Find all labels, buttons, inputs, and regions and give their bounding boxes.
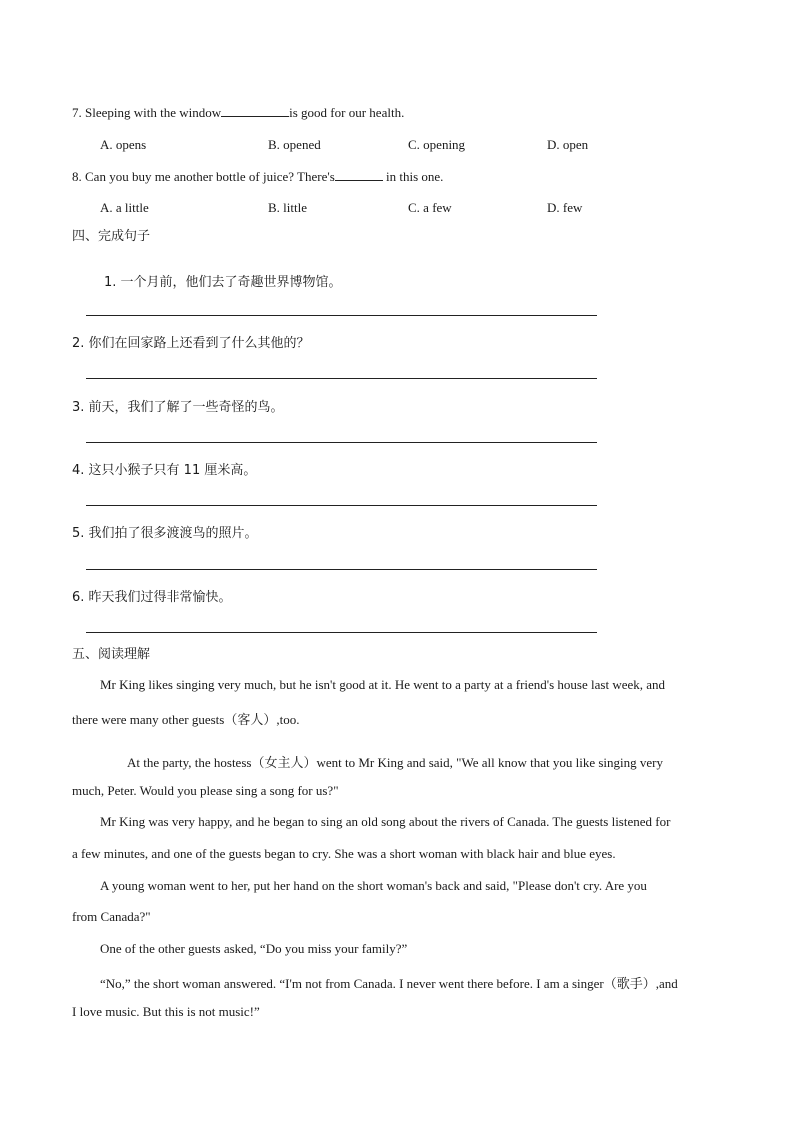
answer-line-5[interactable]: [86, 569, 597, 570]
passage-line-1: Mr King likes singing very much, but he isn't good at it. He went to a party at a friend's house last week, and: [100, 677, 666, 692]
passage-line-10: “No,” the short woman answered. “I'm not from Canada. I never went there before. I am a singer（歌手）,and: [100, 976, 678, 991]
answer-line-6[interactable]: [86, 632, 597, 633]
question-8-option-b: B. little: [268, 200, 307, 215]
passage-line-6: a few minutes, and one of the guests began to cry. She was a short woman with black hair and blue eyes.: [72, 846, 616, 861]
passage-line-3: At the party, the hostess（女主人）went to Mr King and said, "We all know that you like singing very: [127, 755, 663, 770]
question-8-text-post: in this one.: [382, 169, 444, 184]
passage-line-5: Mr King was very happy, and he began to sing an old song about the rivers of Canada. The guests listened for: [100, 814, 671, 829]
question-8-text-pre: 8. Can you buy me another bottle of juice? There's: [72, 169, 335, 184]
question-7-option-b: B. opened: [268, 137, 321, 152]
sentence-item-3: 3. 前天，我们了解了一些奇怪的鸟。: [72, 400, 284, 415]
passage-line-2: there were many other guests（客人）,too.: [72, 712, 300, 727]
question-7-text-pre: 7. Sleeping with the window: [72, 105, 222, 120]
question-8-option-d: D. few: [547, 200, 583, 215]
question-8-option-a: A. a little: [100, 200, 149, 215]
question-7: [72, 104, 404, 121]
answer-line-2[interactable]: [86, 378, 597, 379]
question-7-option-c: C. opening: [408, 137, 466, 152]
question-7-option-d: D. open: [547, 137, 589, 152]
sentence-item-5: 5. 我们拍了很多渡渡鸟的照片。: [72, 526, 258, 541]
question-7-blank[interactable]: [221, 104, 289, 117]
passage-line-8: from Canada?": [72, 909, 151, 924]
passage-line-7: A young woman went to her, put her hand on the short woman's back and said, "Please don't cry. Are you: [100, 878, 647, 893]
answer-line-1[interactable]: [86, 315, 597, 316]
answer-line-4[interactable]: [86, 505, 597, 506]
sentence-item-1: 1. 一个月前，他们去了奇趣世界博物馆。: [104, 275, 342, 290]
passage-line-4: much, Peter. Would you please sing a song for us?": [72, 783, 339, 798]
sentence-item-6: 6. 昨天我们过得非常愉快。: [72, 590, 232, 605]
section-5-heading: 五、阅读理解: [72, 647, 151, 662]
answer-line-3[interactable]: [86, 442, 597, 443]
question-7-option-a: A. opens: [100, 137, 147, 152]
passage-line-11: I love music. But this is not music!”: [72, 1004, 260, 1019]
sentence-item-4: 4. 这只小猴子只有 11 厘米高。: [72, 463, 257, 478]
passage-line-9: One of the other guests asked, “Do you miss your family?”: [100, 941, 408, 956]
sentence-item-2: 2. 你们在回家路上还看到了什么其他的？: [72, 336, 310, 351]
question-7-text-post: is good for our health.: [289, 105, 405, 120]
question-8-blank[interactable]: [335, 168, 383, 181]
question-8: [72, 168, 443, 185]
question-8-option-c: C. a few: [408, 200, 452, 215]
section-4-heading: 四、完成句子: [72, 229, 151, 244]
